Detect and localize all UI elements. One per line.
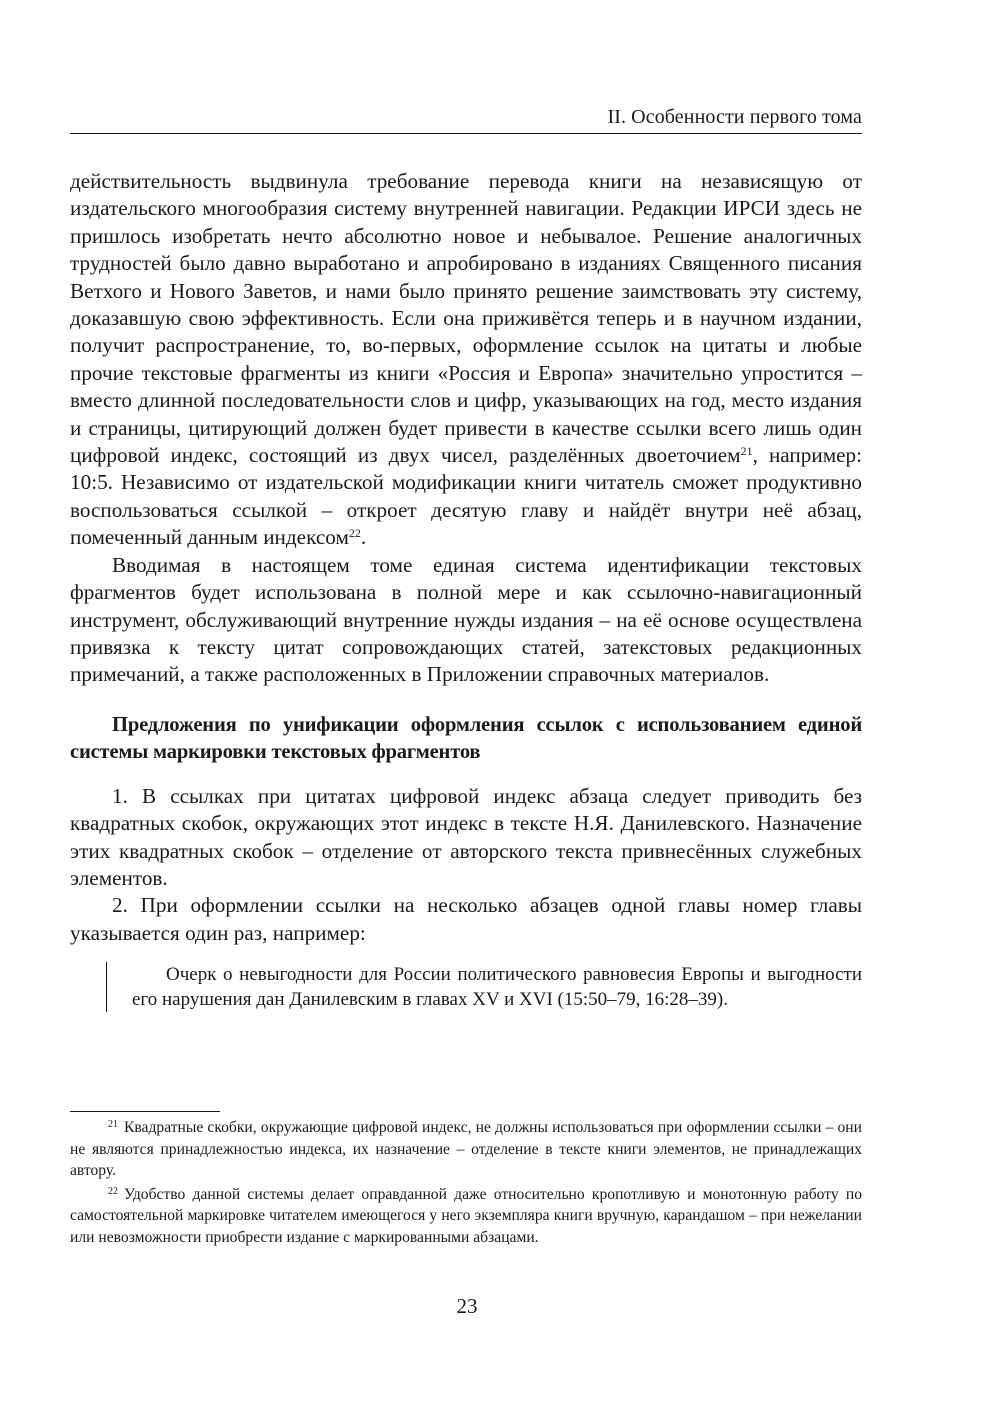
footnote-text: Удобство данной системы делает оправданной даже относительно кропотливую и монотонную работу по самостоятельной маркировке читателем имеющегося у него экземпляра книги вручную, карандашом – при нежелании или невозможности приобрести издание с маркированными абзацами.	[70, 1185, 862, 1246]
paragraph-continued	[70, 168, 862, 552]
footnotes	[70, 1117, 862, 1249]
footnote-ref-21[interactable]: 21	[740, 444, 753, 459]
footnote-text: Квадратные скобки, окружающие цифровой индекс, не должны использоваться при оформлении ссылки – они не являются принадлежностью индекса, их назначение – отделение в тексте книги элементов, не принадлежащих автору.	[70, 1119, 862, 1180]
section-heading: Предложения по унификации оформления ссылок с использованием единой системы маркировки текстовых фрагментов	[70, 713, 862, 763]
list-item: 2. При оформлении ссылки на несколько абзацев одной главы номер главы указывается один раз, например:	[70, 893, 862, 945]
footnote-21	[70, 1117, 862, 1182]
quote-bar	[106, 962, 107, 1012]
header-divider	[70, 133, 862, 134]
paragraph-text: , например: 10:5. Независимо от издательской модификации книги читатель сможет продуктивно воспользоваться ссылкой – откроет десятую главу и найдёт внутри неё абзац, помеченный данным индексом	[70, 443, 862, 550]
example-blockquote	[106, 962, 862, 1012]
footnote-22	[70, 1184, 862, 1249]
list-item: 1. В ссылках при цитатах цифровой индекс абзаца следует приводить без квадратных скобок, окружающих этот индекс в тексте Н.Я. Данилевского. Назначение этих квадратных скобок – отделение от авторского текста привнесённых служебных элементов.	[70, 783, 862, 890]
footnote-number: 22	[108, 1185, 118, 1197]
paragraph-text: действительность выдвинула требование перевода книги на независящую от издательского многообразия систему внутренней навигации. Редакции ИРСИ здесь не пришлось изобретать нечто абсолютно новое и небывалое. Решение аналогичных трудностей было давно выработано и апробировано в изданиях Священного писания Ветхого и Нового Заветов, и нами было принято решение заимствовать эту систему, доказавшую свою эффективность. Если она приживётся теперь и в научном издании, получит распространение, то, во-первых, оформление ссылок на цитаты и любые прочие текстовые фрагменты из книги «Россия и Европа» значительно упростится – вместо длинной последовательности слов и цифр, указывающих на год, место издания и страницы, цитирующий должен будет привести в качестве ссылки всего лишь один цифровой индекс, состоящий из двух чисел, разделённых двоеточием	[70, 169, 862, 468]
footnote-divider	[70, 1111, 220, 1112]
footnote-ref-22[interactable]: 22	[348, 526, 361, 541]
quote-text: Очерк о невыгодности для России политического равновесия Европы и выгодности его нарушения дан Данилевским в главах XV и XVI (15:50–79, 16:28–39).	[132, 964, 862, 1011]
paragraph-text: .	[360, 525, 367, 550]
footnote-number: 21	[108, 1119, 118, 1130]
paragraph: Вводимая в настоящем томе единая система идентификации текстовых фрагментов будет использована в полной мере и как ссылочно-навигационный инструмент, обслуживающий внутренние нужды издания – на её основе осуществлена привязка к тексту цитат сопровождающих статей, затекстовых редакционных примечаний, а также расположенных в Приложении справочных материалов.	[70, 552, 862, 687]
main-text	[70, 168, 862, 1012]
running-header: II. Особенности первого тома	[607, 106, 862, 128]
page-number: 23	[456, 1294, 478, 1318]
